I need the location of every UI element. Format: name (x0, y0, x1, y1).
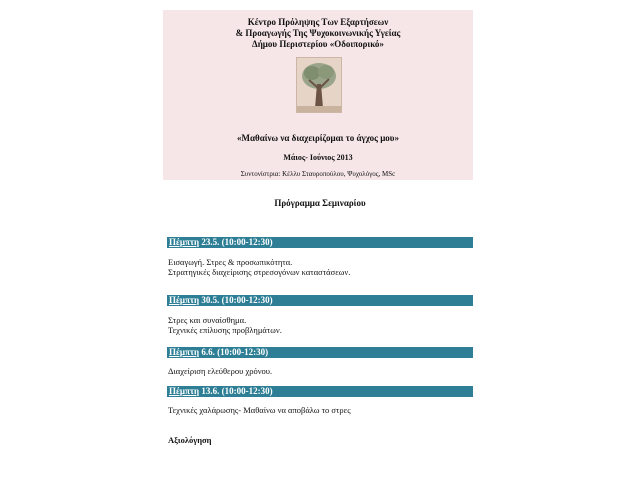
evaluation-label: Αξιολόγηση (168, 435, 212, 445)
session-2-header (167, 295, 473, 306)
session-time: 23.5. (10:00-12:30) (201, 237, 273, 247)
tree-logo-image (296, 57, 342, 113)
session-1-topic-1: Εισαγωγή. Στρες & προσωπικότητα. (168, 257, 293, 267)
session-day: Πέμπτη (169, 295, 200, 305)
org-line-2: & Προαγωγής Της Ψυχοκοινωνικής Υγείας (235, 28, 401, 38)
session-2-topic-1: Στρες και συναίσθημα. (168, 315, 247, 325)
coordinator: Συντονίστρια: Κέλλυ Σταυροπούλου, Ψυχολόγος, MSc (240, 170, 396, 178)
session-day: Πέμπτη (169, 386, 200, 396)
session-1-topic-2: Στρατηγικές διαχείρισης στρεσογόνων καταστάσεων. (168, 267, 351, 277)
session-time: 13.6. (10:00-12:30) (201, 386, 273, 396)
org-line-3: Δήμου Περιστερίου «Οδοιπορικό» (252, 39, 384, 49)
org-line-1: Κέντρο Πρόληψης Των Εξαρτήσεων (247, 17, 389, 27)
session-1-header (167, 237, 473, 248)
session-day: Πέμπτη (169, 237, 200, 247)
session-3-header (167, 347, 473, 358)
session-day: Πέμπτη (169, 347, 200, 357)
slogan: «Μαθαίνω να διαχειρίζομαι το άγχος μου» (237, 133, 399, 143)
organization-name (163, 17, 473, 50)
session-4-header (167, 386, 473, 397)
session-4-topic-1: Τεχνικές χαλάρωσης- Μαθαίνω να αποβάλω το στρες (168, 405, 351, 415)
session-3-topic-1: Διαχείριση ελεύθερου χρόνου. (168, 366, 273, 376)
header-box (163, 10, 473, 180)
session-time: 30.5. (10:00-12:30) (201, 295, 273, 305)
program-title: Πρόγραμμα Σεμιναρίου (274, 198, 366, 208)
period-dates: Μάιος- Ιούνιος 2013 (283, 153, 353, 162)
session-time: 6.6. (10:00-12:30) (201, 347, 269, 357)
session-2-topic-2: Τεχνικές επίλυσης προβλημάτων. (168, 325, 282, 335)
